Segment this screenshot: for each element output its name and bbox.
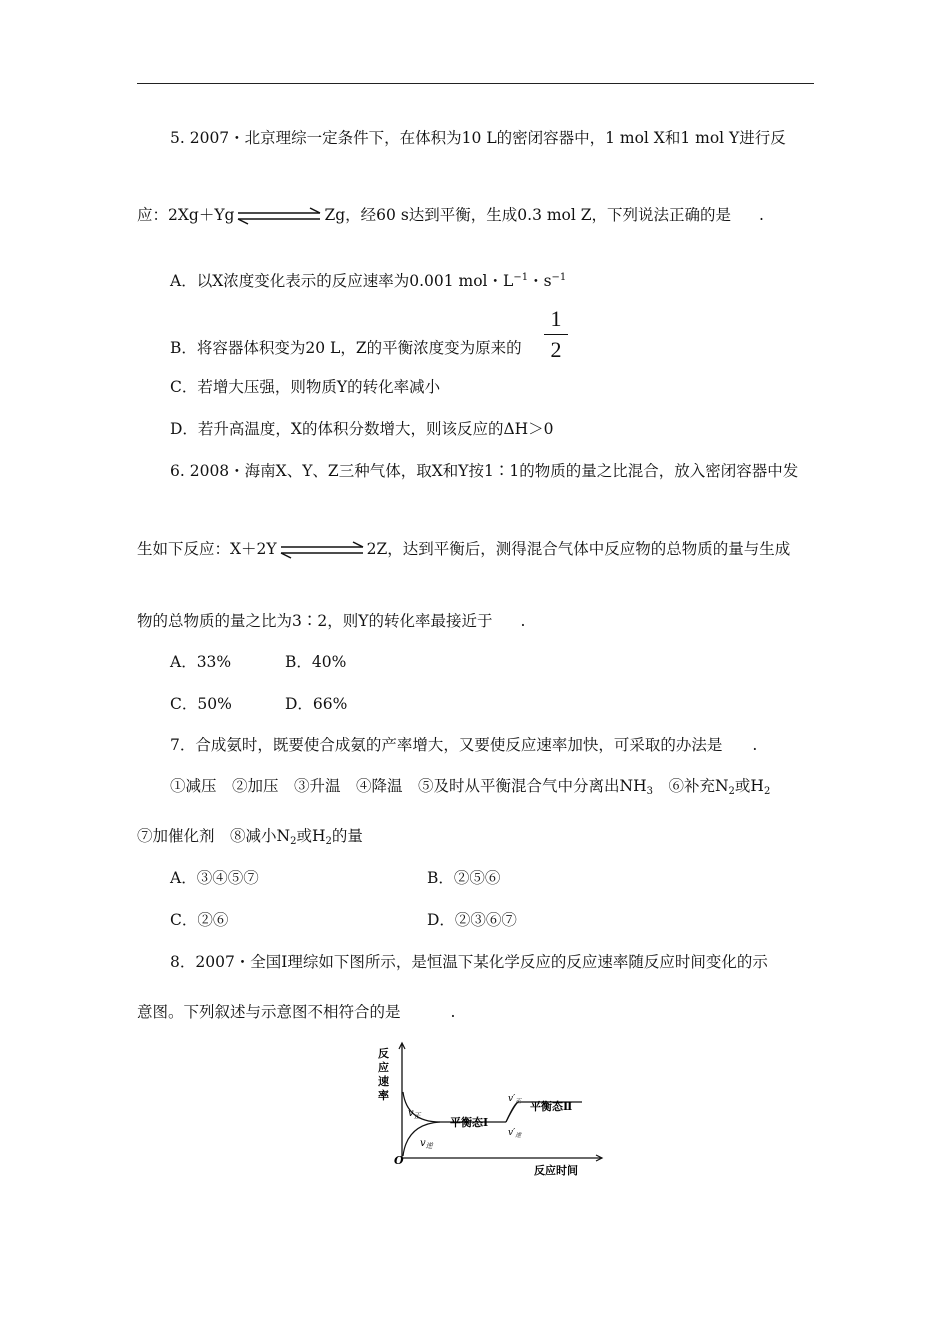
q7-line3: ⑦加催化剂 ⑧减小$N_2$或$H_2$的量: [137, 827, 363, 847]
fraction-one-half: 1 2: [542, 306, 570, 363]
q6-line3: 物的总物质的量之比为3∶2，则Y的转化率最接近于 .: [137, 612, 526, 630]
equilibrium-arrow-icon: [279, 541, 365, 559]
reverse-rate-curve-2: [506, 1102, 518, 1122]
q5-line2: 应：2Xg＋Yg Zg，经60 s达到平衡，生成0.3 mol Z，下列说法正确的是 .: [137, 206, 764, 224]
q7-option-c: C．②⑥: [170, 911, 229, 929]
q7-option-d: D．②③⑥⑦: [427, 911, 517, 929]
x-axis-label: 反应时间: [534, 1164, 578, 1177]
y-axis-label: [378, 1046, 389, 1102]
v-forward-2-label: $v'_正$: [508, 1094, 522, 1105]
q8-line1: 8．2007・全国Ⅰ理综如下图所示，是恒温下某化学反应的反应速率随反应时间变化的示: [170, 953, 768, 971]
v-forward-label: $v_正$: [408, 1108, 421, 1120]
q6-option-d: D．66%: [285, 695, 348, 713]
q6-option-b: B．40%: [285, 653, 347, 671]
svg-text:速: 速: [378, 1075, 389, 1088]
q6-line1: 6. 2008・海南X、Y、Z三种气体，取X和Y按1∶1的物质的量之比混合，放入密闭容器中发: [170, 462, 799, 480]
q7-option-a: A．③④⑤⑦: [170, 869, 259, 887]
q5-option-d: D．若升高温度，X的体积分数增大，则该反应的ΔH＞0: [170, 420, 554, 438]
header-rule: [137, 83, 814, 84]
svg-text:反: 反: [378, 1047, 389, 1060]
rate-time-diagram: [370, 1040, 610, 1180]
svg-text:率: 率: [378, 1089, 389, 1102]
svg-text:应: 应: [378, 1061, 389, 1074]
q6-line2: 生如下反应：X＋2Y 2Z，达到平衡后，测得混合气体中反应物的总物质的量与生成: [137, 540, 791, 558]
q5-option-b: B．将容器体积变为20 L，Z的平衡浓度变为原来的: [170, 339, 522, 357]
q5-option-c: C．若增大压强，则物质Y的转化率减小: [170, 378, 441, 396]
q6-option-a: A．33%: [170, 653, 232, 671]
q5-line1: 5. 2007・北京理综一定条件下，在体积为10 L的密闭容器中，1 mol X和1 mol Y进行反: [170, 129, 786, 147]
equilibrium-arrow-icon: [236, 207, 322, 225]
state-2-label: 平衡态Ⅱ: [530, 1100, 573, 1113]
state-1-label: 平衡态Ⅰ: [450, 1116, 489, 1129]
q7-option-b: B．②⑤⑥: [427, 869, 501, 887]
q7-line1: 7．合成氨时，既要使合成氨的产率增大，又要使反应速率加快，可采取的办法是 .: [170, 736, 758, 754]
origin-label: O: [394, 1154, 404, 1167]
q8-line2: 意图。下列叙述与示意图不相符合的是 .: [137, 1003, 456, 1021]
v-reverse-label: $v_逆$: [420, 1138, 433, 1150]
q7-line2: ①减压 ②加压 ③升温 ④降温 ⑤及时从平衡混合气中分离出$NH_3$ ⑥补充$N_2$或$H_2$: [170, 777, 771, 797]
q6-option-c: C．50%: [170, 695, 232, 713]
q5-option-a: A．以X浓度变化表示的反应速率为0.001 mol・$L^{-1}$・$s^{-1}$: [170, 272, 567, 290]
v-reverse-2-label: $v'_逆$: [508, 1128, 522, 1139]
